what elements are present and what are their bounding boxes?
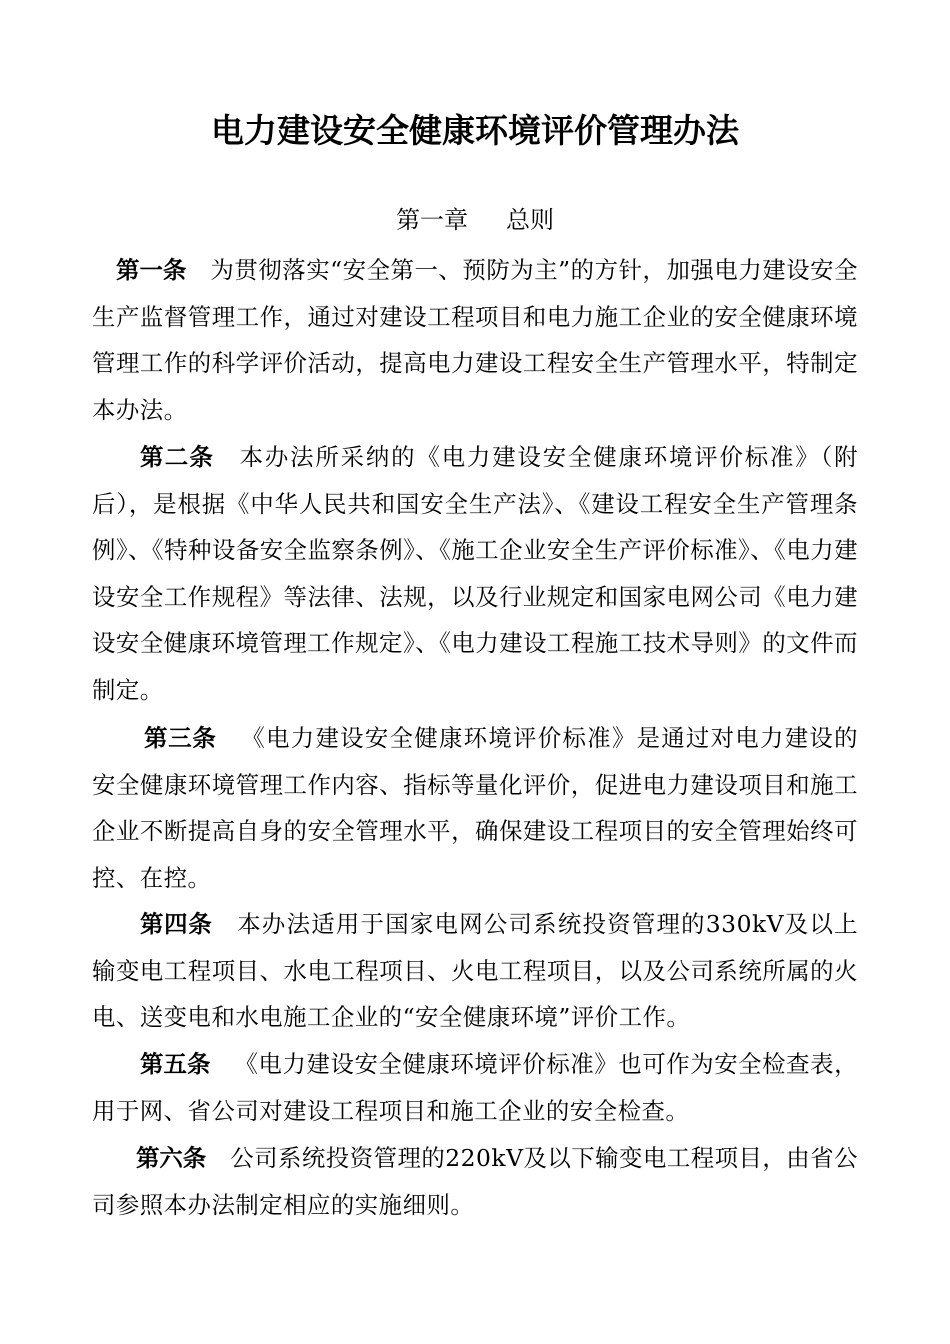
article-label: 第五条 bbox=[140, 1050, 211, 1078]
article-2 bbox=[92, 434, 858, 714]
article-label: 第三条 bbox=[144, 724, 217, 752]
chapter-heading bbox=[0, 200, 950, 240]
chapter-label: 第一章 bbox=[396, 206, 468, 234]
article-1 bbox=[92, 247, 858, 433]
article-label: 第一条 bbox=[116, 256, 187, 284]
article-3 bbox=[92, 715, 858, 901]
article-5 bbox=[92, 1041, 858, 1134]
article-text: 本办法所采纳的《电力建设安全健康环境评价标准》（附后），是根据《中华人民共和国安全生产法》、《建设工程安全生产管理条例》、《特种设备安全监察条例》、《施工企业安全生产评价标准》、《电力建设安全工作规程》等法律、法规，以及行业规定和国家电网公司《电力建设安全健康环境管理工作规定》、《电力建设工程施工技术导则》的文件而制定。 bbox=[92, 443, 858, 704]
article-text: 公司系统投资管理的220kV及以下输变电工程项目，由省公司参照本办法制定相应的实施细则。 bbox=[92, 1144, 858, 1219]
article-4 bbox=[92, 901, 858, 1041]
article-text: 本办法适用于国家电网公司系统投资管理的330kV及以上输变电工程项目、水电工程项目、火电工程项目，以及公司系统所属的火电、送变电和水电施工企业的“安全健康环境”评价工作。 bbox=[92, 910, 858, 1032]
article-text: 为贯彻落实“安全第一、预防为主”的方针，加强电力建设安全生产监督管理工作，通过对建设工程项目和电力施工企业的安全健康环境管理工作的科学评价活动，提高电力建设工程安全生产管理水平，特制定本办法。 bbox=[92, 256, 858, 424]
document-title: 电力建设安全健康环境评价管理办法 bbox=[211, 111, 739, 150]
chapter-name: 总则 bbox=[506, 206, 554, 234]
article-label: 第四条 bbox=[140, 910, 213, 938]
article-text: 《电力建设安全健康环境评价标准》是通过对电力建设的安全健康环境管理工作内容、指标等量化评价，促进电力建设项目和施工企业不断提高自身的安全管理水平，确保建设工程项目的安全管理始终可控、在控。 bbox=[92, 724, 859, 892]
article-label: 第六条 bbox=[136, 1144, 207, 1172]
article-text: 《电力建设安全健康环境评价标准》也可作为安全检查表，用于网、省公司对建设工程项目和施工企业的安全检查。 bbox=[92, 1050, 859, 1125]
article-label: 第二条 bbox=[140, 443, 215, 471]
article-6 bbox=[92, 1135, 858, 1228]
